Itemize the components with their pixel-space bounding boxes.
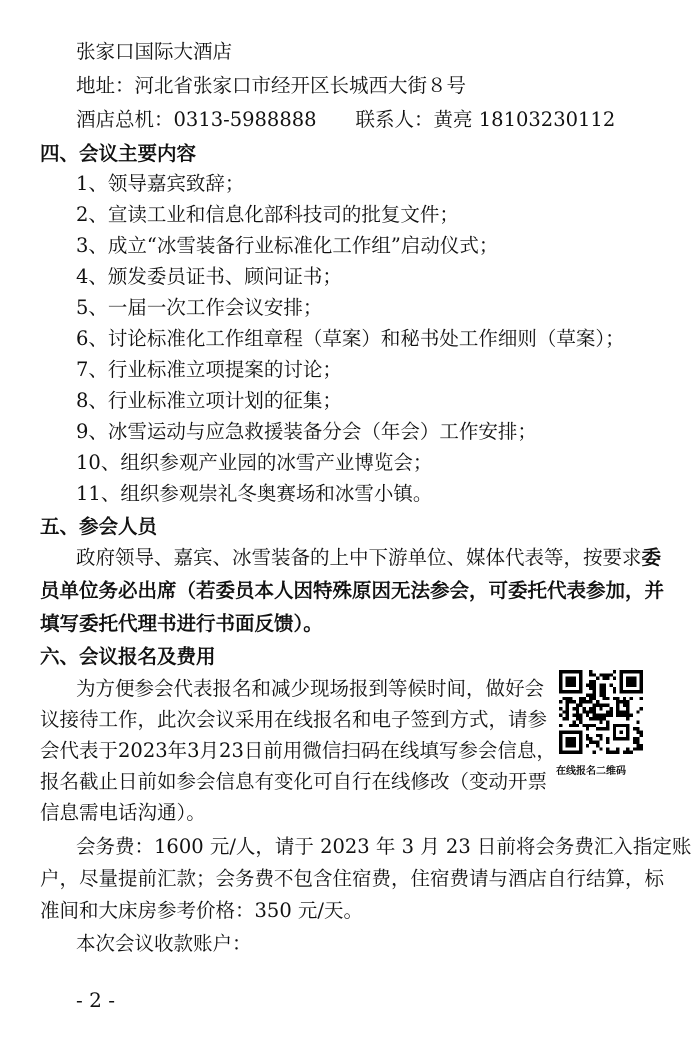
hotel-phone: 酒店总机：0313-5988888 联系人：黄亮 18103230112: [76, 108, 616, 131]
section-5-heading: 五、参会人员: [40, 515, 158, 538]
fee-line: 户，尽量提前汇款；会务费不包含住宿费，住宿费请与酒店自行结算，标: [40, 867, 665, 890]
fee-line: 准间和大床房参考价格：350 元/天。: [40, 899, 363, 922]
agenda-item: 6、讨论标准化工作组章程（草案）和秘书处工作细则（草案）；: [76, 327, 625, 350]
registration-line: 为方便参会代表报名和减少现场报到等候时间，做好会: [76, 677, 545, 700]
agenda-item: 11、组织参观崇礼冬奥赛场和冰雪小镇。: [76, 482, 433, 505]
agenda-item: 4、颁发委员证书、顾问证书；: [76, 265, 342, 288]
agenda-item: 8、行业标准立项计划的征集；: [76, 389, 342, 412]
registration-line: 报名截止日前如参会信息有变化可自行在线修改（变动开票: [40, 770, 548, 793]
agenda-item: 2、宣读工业和信息化部科技司的批复文件；: [76, 203, 459, 226]
agenda-item: 5、一届一次工作会议安排；: [76, 296, 323, 319]
qr-code-caption: 在线报名二维码: [556, 766, 626, 777]
page-number: - 2 -: [76, 988, 115, 1012]
section-6-heading: 六、会议报名及费用: [40, 645, 216, 668]
attendees-line-3: 填写委托代理书进行书面反馈）。: [40, 612, 323, 635]
agenda-item: 10、组织参观产业园的冰雪产业博览会；: [76, 451, 433, 474]
account-label: 本次会议收款账户：: [76, 932, 252, 955]
attendees-line-1: [76, 548, 661, 568]
registration-line: 议接待工作，此次会议采用在线报名和电子签到方式，请参: [40, 708, 548, 731]
attendees-text: 政府领导、嘉宾、冰雪装备的上中下游单位、媒体代表等，按要求: [76, 546, 642, 569]
agenda-item: 3、成立“冰雪装备行业标准化工作组”启动仪式；: [76, 234, 499, 257]
registration-line: 信息需电话沟通）。: [40, 801, 206, 824]
agenda-item: 1、领导嘉宾致辞；: [76, 172, 245, 195]
attendees-line-2: 员单位务必出席（若委员本人因特殊原因无法参会，可委托代表参加，并: [40, 579, 665, 602]
agenda-item: 7、行业标准立项提案的讨论；: [76, 358, 342, 381]
attendees-bold-text: 委: [641, 546, 662, 569]
hotel-name: 张家口国际大酒店: [76, 40, 233, 63]
hotel-address: 地址：河北省张家口市经开区长城西大街８号: [76, 74, 467, 97]
agenda-item: 9、冰雪运动与应急救援装备分会（年会）工作安排；: [76, 420, 537, 443]
registration-line: 会代表于2023年3月23日前用微信扫码在线填写参会信息，: [40, 739, 556, 762]
qr-code-icon[interactable]: [559, 670, 643, 754]
section-4-heading: 四、会议主要内容: [40, 142, 197, 165]
fee-line: 会务费：1600 元/人，请于 2023 年 3 月 23 日前将会务费汇入指定账: [76, 835, 692, 858]
